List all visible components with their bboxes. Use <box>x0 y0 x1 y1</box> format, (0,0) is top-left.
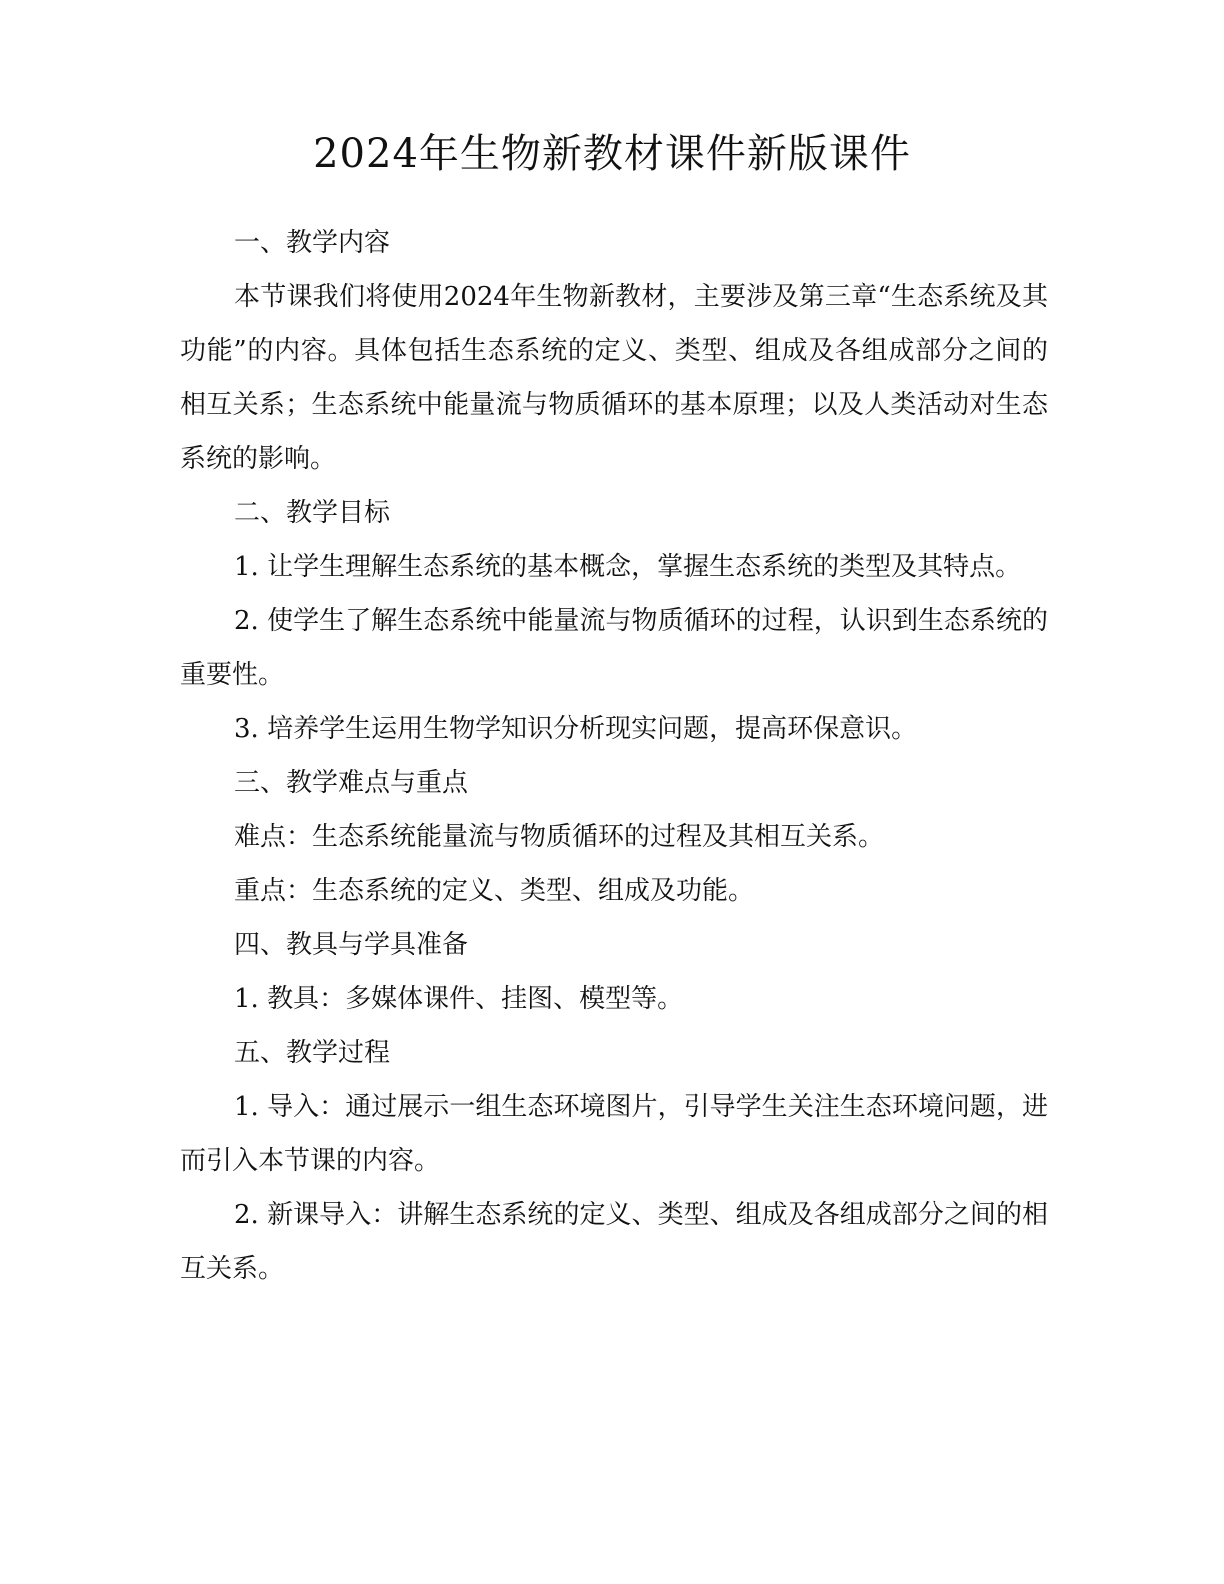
section-heading-process: 五、教学过程 <box>234 1038 391 1068</box>
process-item-1: 1. 导入：通过展示一组生态环境图片，引导学生关注生态环境问题，进而引入本节课的内容。 <box>180 1092 1048 1176</box>
process-item-2: 2. 新课导入：讲解生态系统的定义、类型、组成及各组成部分之间的相互关系。 <box>180 1200 1048 1284</box>
section-heading-teaching-goals: 二、教学目标 <box>234 498 391 528</box>
key-point-item: 重点：生态系统的定义、类型、组成及功能。 <box>234 876 755 906</box>
document-body <box>180 216 1048 1296</box>
document-title: 2024年生物新教材课件新版课件 <box>313 131 911 177</box>
section-heading-teaching-content: 一、教学内容 <box>234 228 391 258</box>
difficulty-item: 难点：生态系统能量流与物质循环的过程及其相互关系。 <box>234 822 885 852</box>
paragraph-teaching-content: 本节课我们将使用2024年生物新教材，主要涉及第三章“生态系统及其功能”的内容。具体包括生态系统的定义、类型、组成及各组成部分之间的相互关系；生态系统中能量流与物质循环的基本原理；以及人类活动对生态系统的影响。 <box>180 282 1048 474</box>
goal-item-2: 2. 使学生了解生态系统中能量流与物质循环的过程，认识到生态系统的重要性。 <box>180 606 1048 690</box>
goal-item-1: 1. 让学生理解生态系统的基本概念，掌握生态系统的类型及其特点。 <box>234 552 1022 582</box>
section-heading-materials: 四、教具与学具准备 <box>234 930 469 960</box>
goal-item-3: 3. 培养学生运用生物学知识分析现实问题，提高环保意识。 <box>234 714 918 744</box>
materials-item-1: 1. 教具：多媒体课件、挂图、模型等。 <box>234 984 684 1014</box>
section-heading-difficulties: 三、教学难点与重点 <box>234 768 469 798</box>
